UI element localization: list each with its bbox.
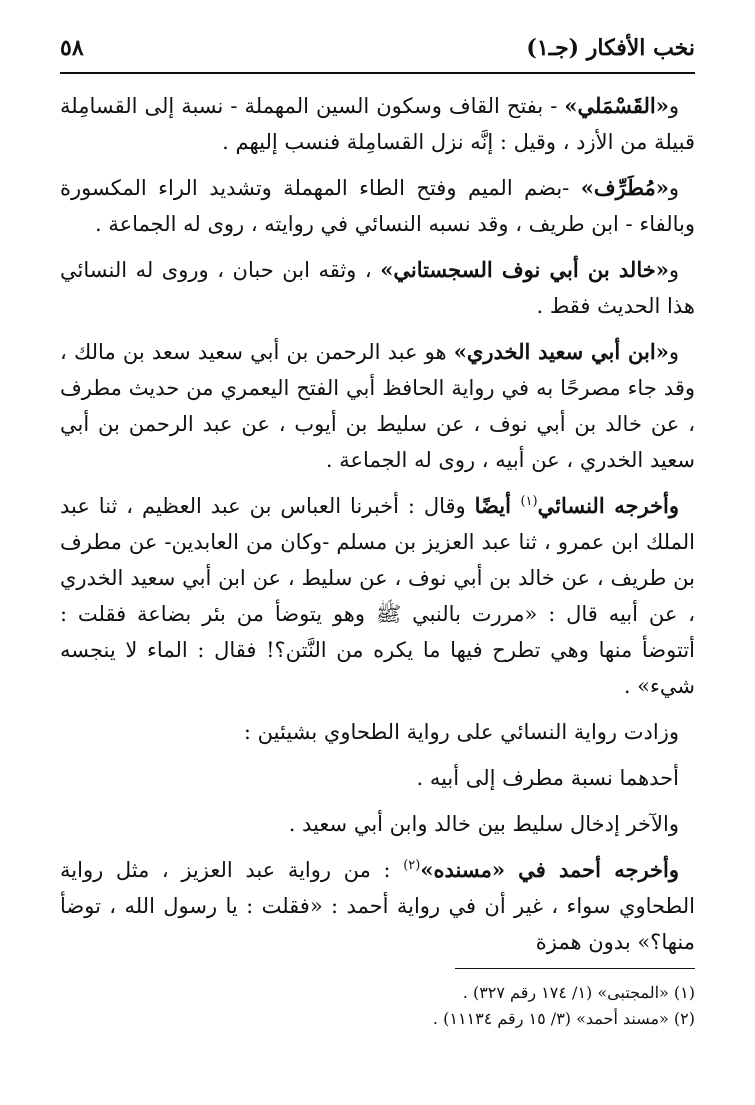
page-header <box>60 30 695 66</box>
term: «ابن أبي سعيد الخدري» <box>453 339 669 364</box>
paragraph-mutarrif: و«مُطَرِّف» -بضم الميم وفتح الطاء المهملة وتشديد الراء المكسورة وبالفاء - ابن طريف ، وقد نسبه النسائي في روايته ، روى له الجماعة . <box>60 175 695 236</box>
term: وأخرجه النسائي <box>537 493 679 518</box>
main-text <box>60 88 695 970</box>
line-additions: وزادت رواية النسائي على رواية الطحاوي بشيئين : <box>243 720 679 744</box>
paragraph-nasai: وأخرجه النسائي$^{(١)}$ أيضًا وقال : أخبرنا العباس بن عبد العظيم ، ثنا عبد الملك ابن عمرو ، ثنا عبد العزيز بن مسلم -وكان من العابدين- عن مطرف بن طريف ، عن خالد بن أبي نوف ، عن سليط ، عن ابن أبي سعيد الخدري ، عن أبيه قال : «مررت بالنبي ﷺ وهو يتوضأ من بئر بضاعة فقلت : أتتوضأ منها وهي تطرح فيها ما يكره من النَّتن؟! فقال : الماء لا ينجسه شيء» . <box>60 493 695 698</box>
footnotes <box>60 980 695 1032</box>
paragraph-khalid: و«خالد بن أبي نوف السجستاني» ، وثقه ابن حبان ، وروى له النسائي هذا الحديث فقط . <box>60 257 695 318</box>
footnote-ref-1[interactable]: (١) <box>520 494 538 509</box>
term: «القَسْمَلي» <box>564 93 669 118</box>
page-number: ٥٨ <box>60 35 84 61</box>
term: «مُطَرِّف» <box>580 175 669 200</box>
footnote-1: (١) «المجتبى» (١/ ١٧٤ رقم ٣٢٧) . <box>462 983 695 1002</box>
paragraph-ibn-abi-said: و«ابن أبي سعيد الخدري» هو عبد الرحمن بن أبي سعيد سعد بن مالك ، وقد جاء مصرحًا به في رواية الحافظ أبي الفتح اليعمري من حديث مطرف ، عن خالد بن أبي نوف ، عن سليط بن أيوب ، عن عبد الرحمن بن أبي سعيد الخدري ، عن أبيه ، روى له الجماعة . <box>60 339 695 472</box>
line-first: أحدهما نسبة مطرف إلى أبيه . <box>416 766 679 790</box>
term: وأخرجه أحمد في «مسنده» <box>420 857 679 882</box>
term: «خالد بن أبي نوف السجستاني» <box>380 257 669 282</box>
footnote-divider <box>455 968 695 969</box>
paragraph-ahmad: وأخرجه أحمد في «مسنده»$^{(٢)}$ : من رواية عبد العزيز ، مثل رواية الطحاوي سواء ، غير أن في رواية أحمد : «فقلت : يا رسول الله ، توضأ منها؟» بدون همزة <box>60 857 695 954</box>
running-title: نخب الأفكار (جـ١) <box>526 35 695 61</box>
header-divider <box>60 72 695 74</box>
line-second: والآخر إدخال سليط بين خالد وابن أبي سعيد . <box>288 812 679 836</box>
paragraph-qasmali: و«القَسْمَلي» - بفتح القاف وسكون السين المهملة - نسبة إلى القسامِلة قبيلة من الأزد ، وقيل : إنَّه نزل القسامِلة فنسب إليهم . <box>60 93 695 154</box>
footnote-2: (٢) «مسند أحمد» (٣/ ١٥ رقم ١١١٣٤) . <box>432 1009 695 1028</box>
footnote-ref-2[interactable]: (٢) <box>403 858 421 873</box>
